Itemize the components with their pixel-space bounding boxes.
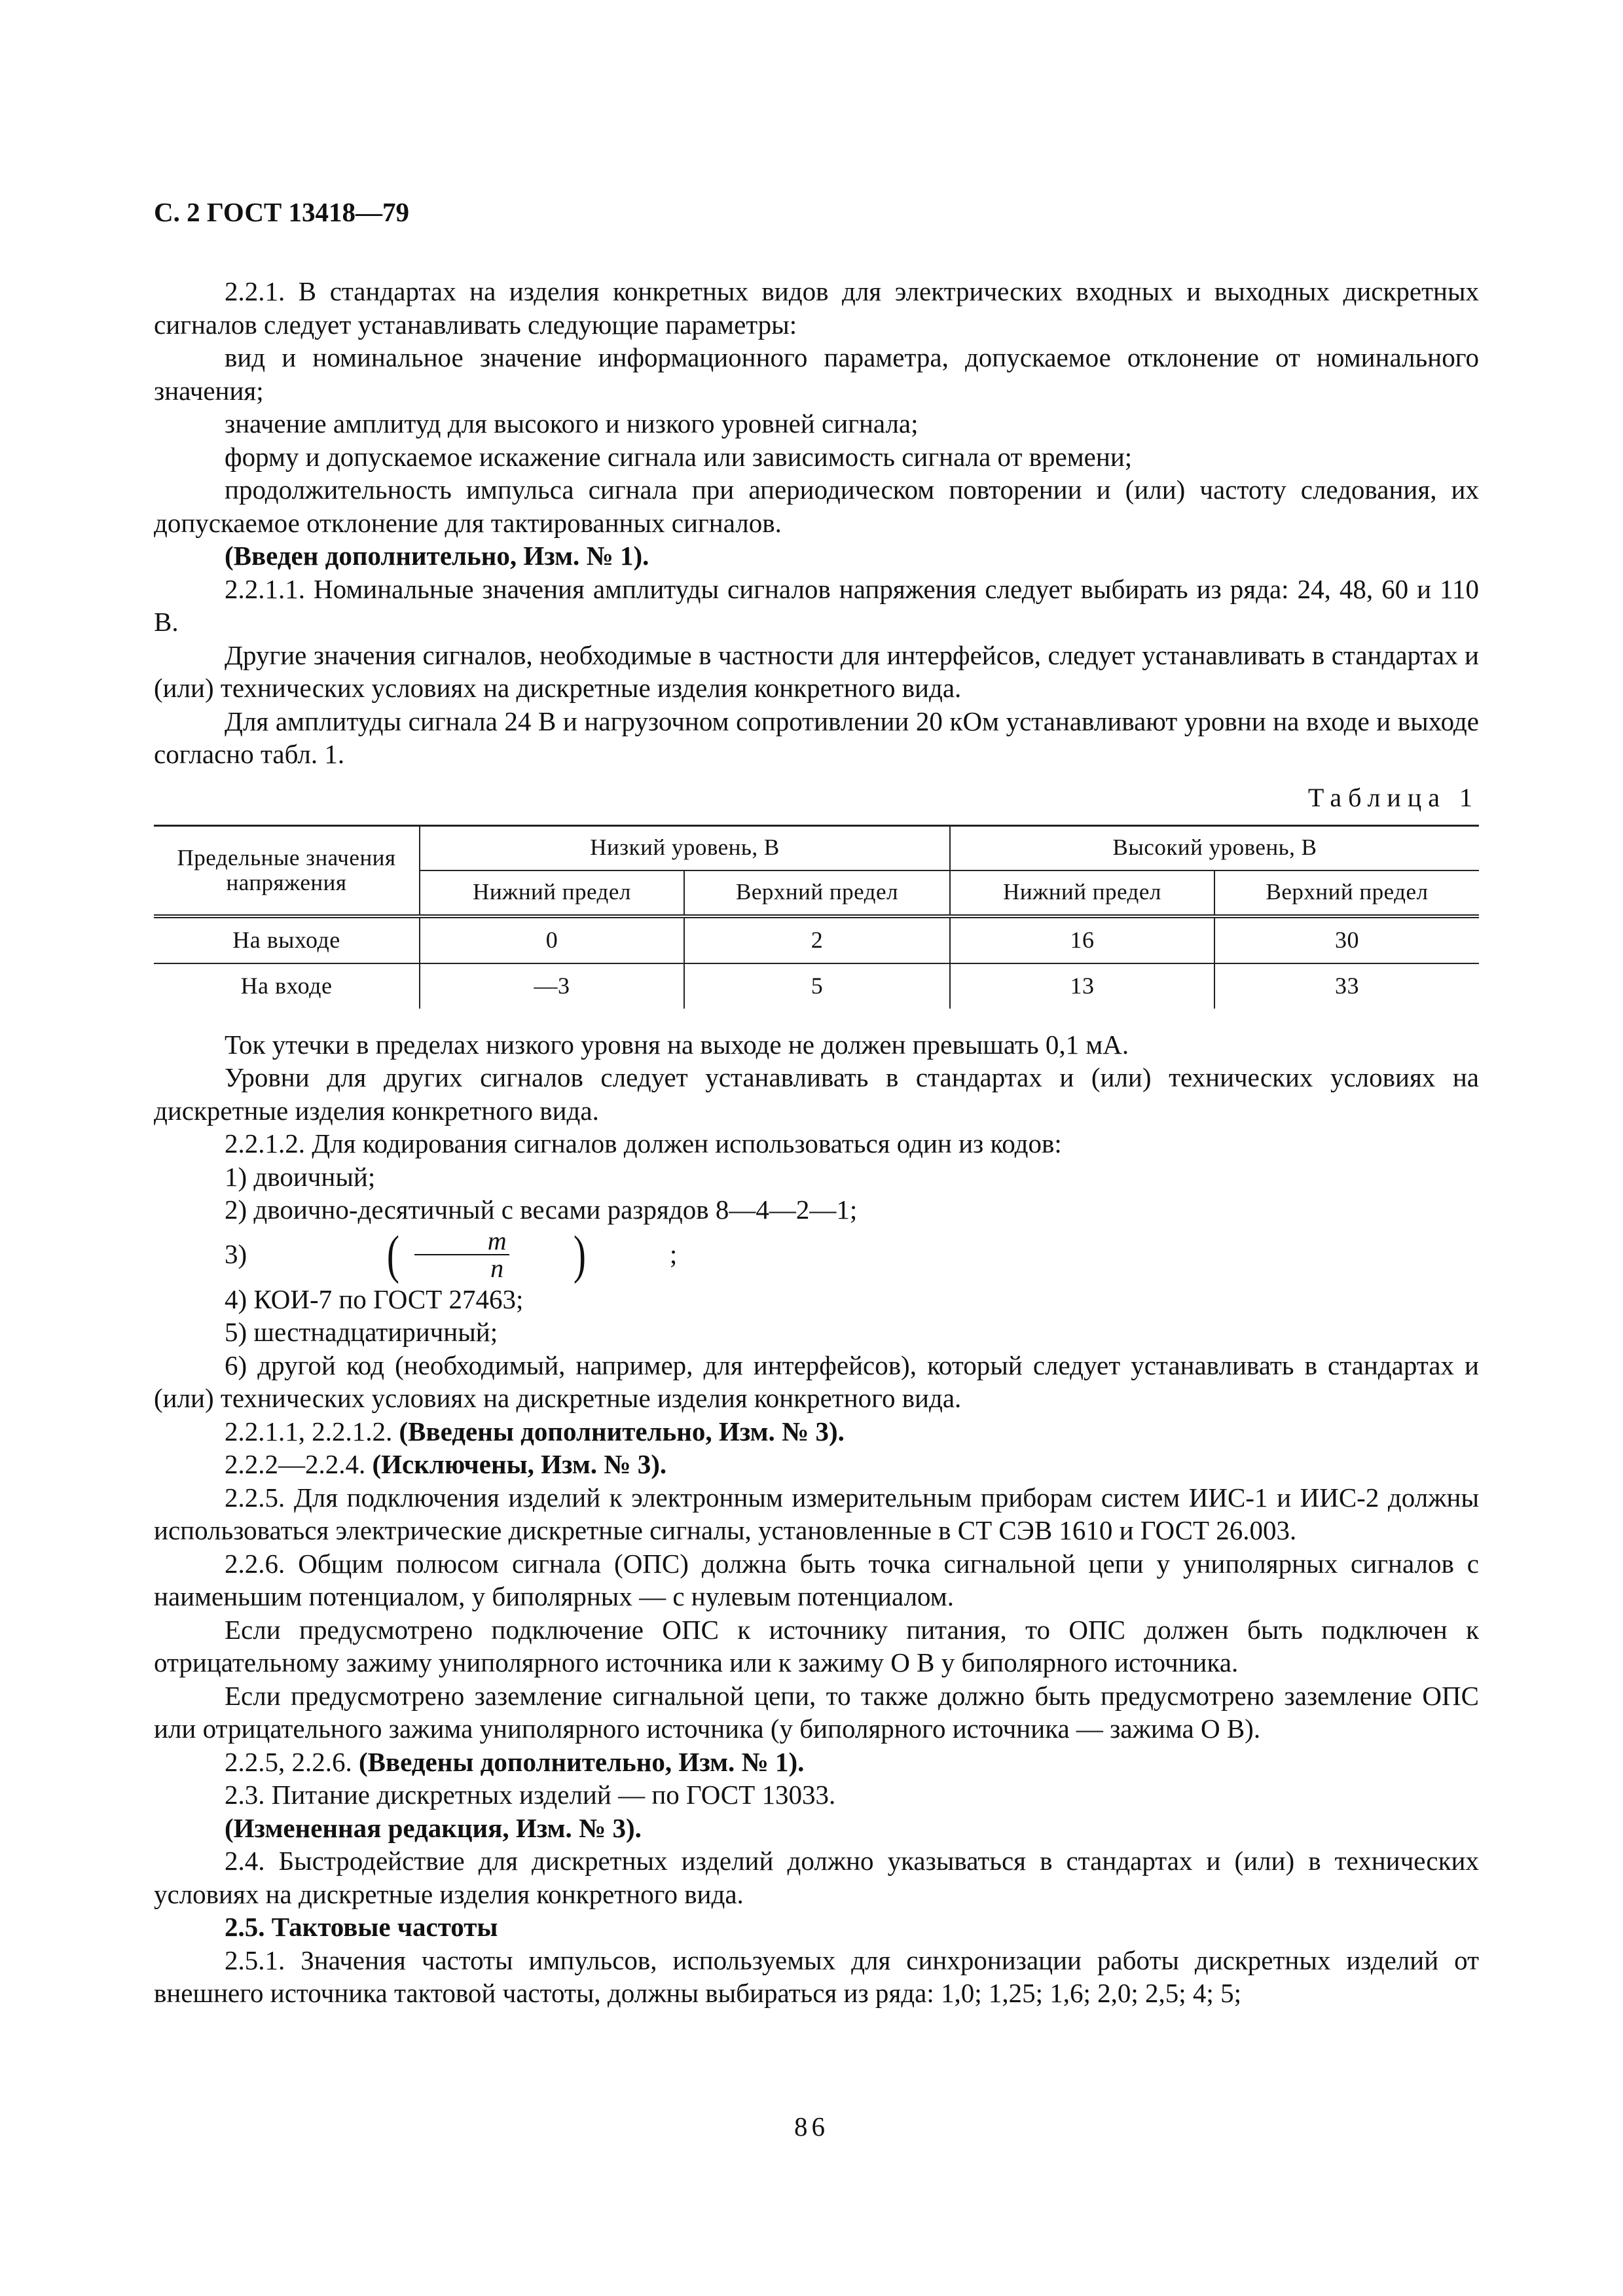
table-cell: 13 [950, 963, 1214, 1009]
table-cell: 2 [684, 916, 950, 963]
list-number: 3) [225, 1239, 247, 1270]
list-item: форму и допускаемое искажение сигнала или зависимость сигнала от времени; [225, 441, 1133, 472]
paragraph-2-2-5: 2.2.5. Для подключения изделий к электронным измерительным приборам систем ИИС-1 и ИИС-2 должны использоваться электрические дискретные сигналы, установленные в СТ СЭВ 1610 и ГОСТ 26.003. [154, 1482, 1479, 1545]
fraction-denominator: n [490, 1253, 504, 1283]
table-cell: 16 [950, 916, 1214, 963]
amendment-note: 2.2.2—2.2.4. (Исключены, Изм. № 3). [225, 1449, 667, 1479]
list-item: 4) КОИ-7 по ГОСТ 27463; [225, 1283, 524, 1314]
paragraph-2-4: 2.4. Быстродействие для дискретных изделий должно указываться в стандартах и (или) в технических условиях на дискретные изделия конкретного вида. [154, 1846, 1479, 1909]
table-cell: —3 [420, 963, 684, 1009]
table-header-param: Предельные значения напряжения [154, 825, 420, 916]
list-item: значение амплитуд для высокого и низкого уровней сигнала; [225, 408, 919, 439]
list-item: вид и номинальное значение информационного параметра, допускаемое отклонение от номинального значения; [154, 342, 1479, 406]
fraction-numerator: m [414, 1228, 509, 1255]
amendment-note: 2.2.5, 2.2.6. (Введены дополнительно, Изм. № 1). [225, 1746, 805, 1777]
table-header-high-level: Высокий уровень, В [950, 825, 1479, 870]
paragraph-2-2-1: 2.2.1. В стандартах на изделия конкретных видов для электрических входных и выходных дискретных сигналов следует устанавливать следующие параметры: [154, 276, 1479, 340]
table-cell: 0 [420, 916, 684, 963]
amendment-note: (Введен дополнительно, Изм. № 1). [225, 541, 649, 571]
paragraph-2-2-6: 2.2.6. Общим полюсом сигнала (ОПС) должна быть точка сигнальной цепи у униполярных сигналов с наименьшим потенциалом, у биполярных — с нулевым потенциалом. [154, 1548, 1479, 1611]
list-item: 1) двоичный; [225, 1161, 376, 1192]
section-title: 2.5. Тактовые частоты [225, 1912, 498, 1942]
paragraph-2-2-1-1: 2.2.1.1. Номинальные значения амплитуды сигналов напряжения следует выбирать из ряда: 24, 48, 60 и 110 В. [154, 573, 1479, 637]
amendment-note: 2.2.1.1, 2.2.1.2. (Введены дополнительно, Изм. № 3). [225, 1416, 845, 1446]
table-cell-label: На выходе [154, 916, 420, 963]
list-item: 2) двоично-десятичный с весами разрядов 8—4—2—1; [225, 1194, 858, 1225]
table-subheader-upper: Верхний предел [1214, 870, 1479, 916]
table-header-low-level: Низкий уровень, В [420, 825, 950, 870]
voltage-levels-table [154, 825, 1479, 1009]
paragraph: Если предусмотрено заземление сигнальной цепи, то также должно быть предусмотрено заземление ОПС или отрицательного зажима униполярного источника (у биполярного источника — зажима О В). [154, 1680, 1479, 1744]
table-caption: Таблица 1 [1307, 782, 1479, 812]
paragraph: Другие значения сигналов, необходимые в частности для интерфейсов, следует устанавливать в стандартах и (или) технических условиях на дискретные изделия конкретного вида. [154, 639, 1479, 703]
list-punctuation: ; [669, 1239, 678, 1270]
paragraph-leakage: Ток утечки в пределах низкого уровня на выходе не должен превышать 0,1 мА. [225, 1029, 1129, 1060]
paragraph-2-5-1: 2.5.1. Значения частоты импульсов, используемых для синхронизации работы дискретных изделий от внешнего источника тактовой частоты, должны выбираться из ряда: 1,0; 1,25; 1,6; 2,0; 2,5; 4; 5; [154, 1945, 1479, 2008]
table-cell-label: На входе [154, 963, 420, 1009]
paragraph-2-3: 2.3. Питание дискретных изделий — по ГОСТ 13033. [225, 1780, 836, 1810]
table-subheader-lower: Нижний предел [420, 870, 684, 916]
list-item: продолжительность импульса сигнала при апериодическом повторении и (или) частоту следования, их допускаемое отклонение для тактированных сигналов. [154, 475, 1479, 538]
table-row [154, 963, 1479, 1009]
fraction-formula: ( $\frac{m}{n}$ ) [387, 1224, 586, 1284]
paragraph: Если предусмотрено подключение ОПС к источнику питания, то ОПС должен быть подключен к отрицательному зажиму униполярного источника или к зажиму О В у биполярного источника. [154, 1614, 1479, 1677]
table-subheader-upper: Верхний предел [684, 870, 950, 916]
list-item-formula [154, 1224, 1479, 1284]
paragraph: Уровни для других сигналов следует устанавливать в стандартах и (или) технических условиях на дискретные изделия конкретного вида. [154, 1062, 1479, 1126]
page-header: С. 2 ГОСТ 13418—79 [154, 197, 410, 227]
paragraph: Для амплитуды сигнала 24 В и нагрузочном сопротивлении 20 кОм устанавливают уровни на входе и выходе согласно табл. 1. [154, 706, 1479, 769]
table-cell: 33 [1214, 963, 1479, 1009]
list-item: 5) шестнадцатиричный; [225, 1317, 498, 1347]
table-subheader-lower: Нижний предел [950, 870, 1214, 916]
table-cell: 30 [1214, 916, 1479, 963]
list-item: 6) другой код (необходимый, например, для интерфейсов), который следует устанавливать в стандартах и (или) технических условиях на дискретные изделия конкретного вида. [154, 1350, 1479, 1413]
table-row [154, 916, 1479, 963]
document-body [154, 275, 1479, 2010]
paragraph-2-2-1-2: 2.2.1.2. Для кодирования сигналов должен использоваться один из кодов: [225, 1128, 1062, 1158]
table-cell: 5 [684, 963, 950, 1009]
page-number: 86 [794, 2111, 829, 2142]
amendment-note: (Измененная редакция, Изм. № 3). [225, 1812, 642, 1843]
